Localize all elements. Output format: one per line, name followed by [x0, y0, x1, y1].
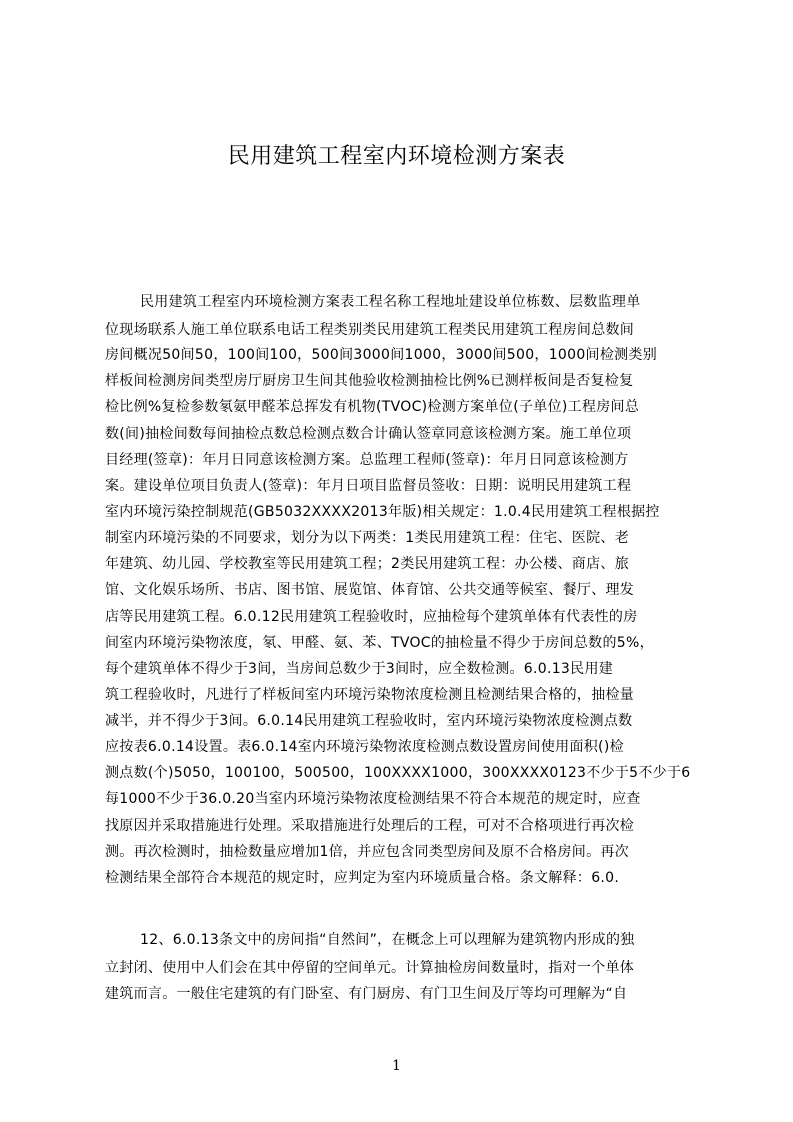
paragraph-line: 检测结果全部符合本规范的规定时，应判定为室内环境质量合格。条文解释：6.0.: [105, 870, 620, 886]
document-title: 民用建筑工程室内环境检测方案表: [227, 144, 566, 169]
paragraph-line: 目经理(签章)：年月日同意该检测方案。总监理工程师(签章)：年月日同意该检测方: [105, 452, 629, 468]
paragraph-line: 每1000不少于36.0.20当室内环境污染物浓度检测结果不符合本规范的规定时，应查: [105, 791, 641, 807]
paragraph-line: 测点数(个)5050，100100，500500，100XXXX1000，300XXXX0123不少于5不少于6: [105, 765, 691, 781]
paragraph-line: 找原因并采取措施进行处理。采取措施进行处理后的工程，可对不合格项进行再次检: [105, 818, 635, 834]
paragraph-line: 民用建筑工程室内环境检测方案表工程名称工程地址建设单位栋数、层数监理单: [140, 294, 641, 310]
paragraph-line: 位现场联系人施工单位联系电话工程类别类民用建筑工程类民用建筑工程房间总数间: [105, 322, 635, 338]
paragraph-line: 店等民用建筑工程。6.0.12民用建筑工程验收时，应抽检每个建筑单体有代表性的房: [105, 609, 638, 625]
paragraph-line: 检比例%复检参数氡氨甲醛苯总挥发有机物(TVOC)检测方案单位(子单位)工程房间总: [105, 399, 640, 415]
paragraph-line: 年建筑、幼儿园、学校教室等民用建筑工程；2类民用建筑工程：办公楼、商店、旅: [105, 556, 630, 572]
paragraph-line: 数(间)抽检间数每间抽检点数总检测点数合计确认签章同意该检测方案。施工单位项: [105, 426, 632, 442]
paragraph-line: 房间概况50间50，100间100，500间3000间1000，3000间500，1000间检测类别: [105, 347, 658, 363]
paragraph-line: 应按表6.0.14设置。表6.0.14室内环境污染物浓度检测点数设置房间使用面积()检: [105, 739, 624, 755]
paragraph-line: 馆、文化娱乐场所、书店、图书馆、展览馆、体育馆、公共交通等候室、餐厅、理发: [105, 582, 635, 598]
paragraph-line: 案。建设单位项目负责人(签章)：年月日项目监督员签收：日期：说明民用建筑工程: [105, 478, 632, 494]
paragraph-line: 减半，并不得少于3间。6.0.14民用建筑工程验收时，室内环境污染物浓度检测点数: [105, 713, 633, 729]
paragraph-line: 12、6.0.13条文中的房间指“自然间”，在概念上可以理解为建筑物内形成的独: [140, 932, 635, 948]
paragraph-line: 间室内环境污染物浓度，氡、甲醛、氨、苯、TVOC的抽检量不得少于房间总数的5%，: [105, 635, 654, 651]
paragraph-line: 建筑而言。一般住宅建筑的有门卧室、有门厨房、有门卫生间及厅等均可理解为“自: [105, 986, 628, 1002]
paragraph-line: 每个建筑单体不得少于3间，当房间总数少于3间时，应全数检测。6.0.13民用建: [105, 661, 614, 677]
paragraph-line: 测。再次检测时，抽检数量应增加1倍，并应包含同类型房间及原不合格房间。再次: [105, 844, 630, 860]
paragraph-line: 样板间检测房间类型房厅厨房卫生间其他验收检测抽检比例%已测样板间是否复检复: [105, 373, 634, 389]
paragraph-line: 制室内环境污染的不同要求，划分为以下两类：1类民用建筑工程：住宅、医院、老: [105, 530, 630, 546]
paragraph-line: 室内环境污染控制规范(GB5032XXXX2013年版)相关规定：1.0.4民用建筑工程根据控: [105, 504, 660, 520]
paragraph-line: 筑工程验收时，凡进行了样板间室内环境污染物浓度检测且检测结果合格的，抽检量: [105, 687, 635, 703]
page-number: 1: [392, 1058, 401, 1074]
paragraph-line: 立封闭、使用中人们会在其中停留的空间单元。计算抽检房间数量时，指对一个单体: [105, 960, 635, 976]
